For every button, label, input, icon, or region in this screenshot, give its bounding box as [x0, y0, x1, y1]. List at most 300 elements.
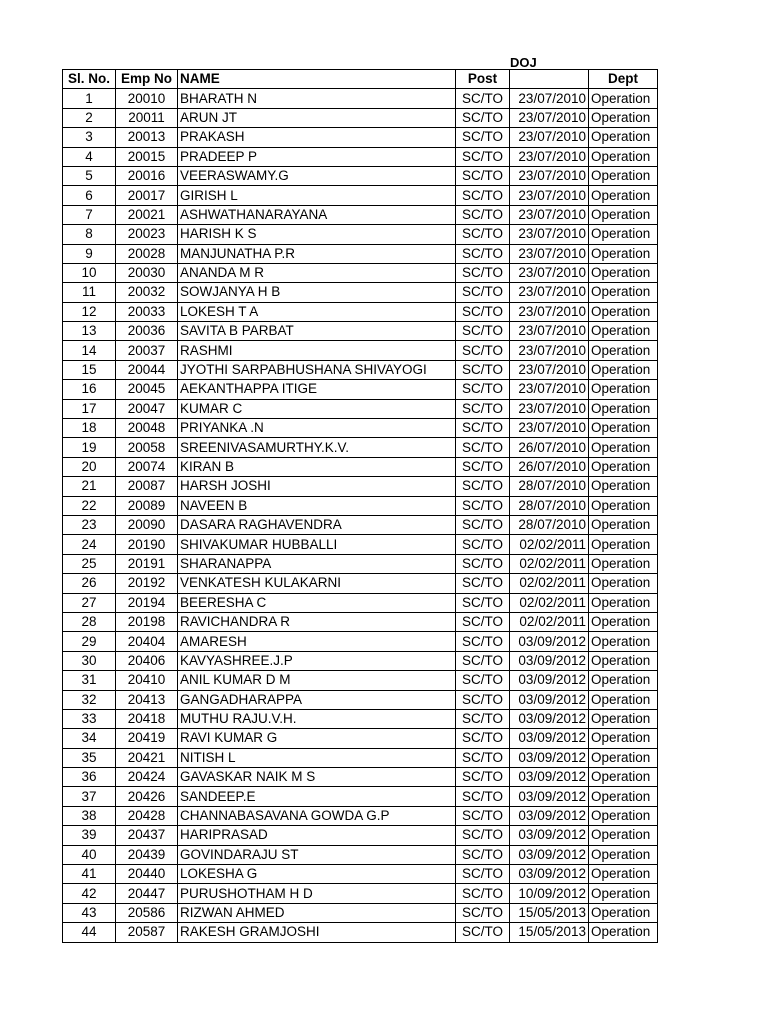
cell-name: AMARESH — [178, 632, 456, 651]
table-row — [63, 477, 658, 496]
cell-post: SC/TO — [456, 671, 510, 690]
cell-emp-no: 20048 — [116, 419, 178, 438]
cell-post: SC/TO — [456, 244, 510, 263]
cell-doj: 03/09/2012 — [510, 651, 589, 670]
cell-emp-no: 20421 — [116, 748, 178, 767]
cell-name: SHARANAPPA — [178, 554, 456, 573]
cell-dept: Operation — [589, 457, 658, 476]
cell-emp-no: 20191 — [116, 554, 178, 573]
cell-sl-no: 15 — [63, 360, 116, 379]
cell-doj: 02/02/2011 — [510, 554, 589, 573]
table-row — [63, 612, 658, 631]
cell-dept: Operation — [589, 748, 658, 767]
cell-dept: Operation — [589, 205, 658, 224]
cell-sl-no: 10 — [63, 263, 116, 282]
cell-dept: Operation — [589, 923, 658, 942]
cell-sl-no: 24 — [63, 535, 116, 554]
table-row — [63, 651, 658, 670]
cell-name: VEERASWAMY.G — [178, 166, 456, 185]
cell-post: SC/TO — [456, 283, 510, 302]
table-row — [63, 787, 658, 806]
cell-dept: Operation — [589, 341, 658, 360]
table-row — [63, 283, 658, 302]
cell-post: SC/TO — [456, 263, 510, 282]
cell-sl-no: 16 — [63, 380, 116, 399]
cell-doj: 03/09/2012 — [510, 632, 589, 651]
cell-name: RAKESH GRAMJOSHI — [178, 923, 456, 942]
table-row — [63, 496, 658, 515]
cell-post: SC/TO — [456, 923, 510, 942]
doj-column-label: DOJ — [510, 55, 537, 70]
cell-sl-no: 2 — [63, 108, 116, 127]
cell-name: RIZWAN AHMED — [178, 903, 456, 922]
table-row — [63, 360, 658, 379]
header-name: NAME — [178, 70, 456, 89]
table-row — [63, 903, 658, 922]
cell-post: SC/TO — [456, 477, 510, 496]
cell-sl-no: 25 — [63, 554, 116, 573]
table-row — [63, 205, 658, 224]
cell-doj: 28/07/2010 — [510, 515, 589, 534]
cell-sl-no: 42 — [63, 884, 116, 903]
header-post: Post — [456, 70, 510, 89]
cell-post: SC/TO — [456, 419, 510, 438]
cell-doj: 28/07/2010 — [510, 477, 589, 496]
cell-dept: Operation — [589, 360, 658, 379]
cell-sl-no: 8 — [63, 225, 116, 244]
table-row — [63, 826, 658, 845]
table-row — [63, 865, 658, 884]
cell-name: PRAKASH — [178, 128, 456, 147]
cell-emp-no: 20032 — [116, 283, 178, 302]
cell-sl-no: 26 — [63, 574, 116, 593]
table-row — [63, 322, 658, 341]
cell-post: SC/TO — [456, 302, 510, 321]
cell-name: CHANNABASAVANA GOWDA G.P — [178, 806, 456, 825]
cell-doj: 02/02/2011 — [510, 593, 589, 612]
cell-name: GOVINDARAJU ST — [178, 845, 456, 864]
cell-dept: Operation — [589, 884, 658, 903]
cell-emp-no: 20030 — [116, 263, 178, 282]
table-row — [63, 108, 658, 127]
cell-sl-no: 4 — [63, 147, 116, 166]
cell-post: SC/TO — [456, 632, 510, 651]
table-row — [63, 593, 658, 612]
cell-doj: 26/07/2010 — [510, 438, 589, 457]
cell-doj: 03/09/2012 — [510, 845, 589, 864]
cell-doj: 03/09/2012 — [510, 787, 589, 806]
cell-post: SC/TO — [456, 166, 510, 185]
cell-name: NAVEEN B — [178, 496, 456, 515]
cell-emp-no: 20011 — [116, 108, 178, 127]
cell-emp-no: 20033 — [116, 302, 178, 321]
cell-sl-no: 19 — [63, 438, 116, 457]
cell-dept: Operation — [589, 574, 658, 593]
cell-sl-no: 35 — [63, 748, 116, 767]
cell-doj: 23/07/2010 — [510, 419, 589, 438]
cell-emp-no: 20418 — [116, 709, 178, 728]
cell-doj: 26/07/2010 — [510, 457, 589, 476]
cell-dept: Operation — [589, 496, 658, 515]
cell-sl-no: 37 — [63, 787, 116, 806]
cell-doj: 23/07/2010 — [510, 108, 589, 127]
cell-doj: 23/07/2010 — [510, 147, 589, 166]
cell-sl-no: 18 — [63, 419, 116, 438]
table-row — [63, 806, 658, 825]
cell-doj: 23/07/2010 — [510, 360, 589, 379]
cell-emp-no: 20016 — [116, 166, 178, 185]
cell-sl-no: 20 — [63, 457, 116, 476]
cell-dept: Operation — [589, 477, 658, 496]
cell-emp-no: 20413 — [116, 690, 178, 709]
cell-dept: Operation — [589, 322, 658, 341]
cell-dept: Operation — [589, 612, 658, 631]
cell-post: SC/TO — [456, 806, 510, 825]
cell-sl-no: 34 — [63, 729, 116, 748]
cell-doj: 03/09/2012 — [510, 690, 589, 709]
cell-sl-no: 38 — [63, 806, 116, 825]
cell-dept: Operation — [589, 903, 658, 922]
cell-emp-no: 20428 — [116, 806, 178, 825]
cell-name: SREENIVASAMURTHY.K.V. — [178, 438, 456, 457]
cell-emp-no: 20036 — [116, 322, 178, 341]
cell-dept: Operation — [589, 147, 658, 166]
header-doj — [510, 70, 589, 89]
table-row — [63, 186, 658, 205]
cell-name: PRADEEP P — [178, 147, 456, 166]
cell-emp-no: 20047 — [116, 399, 178, 418]
cell-sl-no: 1 — [63, 89, 116, 108]
table-row — [63, 438, 658, 457]
cell-sl-no: 6 — [63, 186, 116, 205]
cell-name: MUTHU RAJU.V.H. — [178, 709, 456, 728]
cell-name: GIRISH L — [178, 186, 456, 205]
cell-name: RAVI KUMAR G — [178, 729, 456, 748]
cell-post: SC/TO — [456, 341, 510, 360]
cell-dept: Operation — [589, 651, 658, 670]
cell-dept: Operation — [589, 515, 658, 534]
cell-emp-no: 20044 — [116, 360, 178, 379]
cell-dept: Operation — [589, 535, 658, 554]
cell-post: SC/TO — [456, 884, 510, 903]
cell-doj: 03/09/2012 — [510, 826, 589, 845]
cell-name: ANIL KUMAR D M — [178, 671, 456, 690]
cell-name: SAVITA B PARBAT — [178, 322, 456, 341]
cell-dept: Operation — [589, 186, 658, 205]
cell-sl-no: 11 — [63, 283, 116, 302]
cell-doj: 02/02/2011 — [510, 535, 589, 554]
cell-post: SC/TO — [456, 612, 510, 631]
cell-emp-no: 20587 — [116, 923, 178, 942]
cell-doj: 23/07/2010 — [510, 89, 589, 108]
cell-sl-no: 44 — [63, 923, 116, 942]
cell-sl-no: 41 — [63, 865, 116, 884]
header-emp-no: Emp No — [116, 70, 178, 89]
cell-post: SC/TO — [456, 457, 510, 476]
cell-post: SC/TO — [456, 128, 510, 147]
cell-name: JYOTHI SARPABHUSHANA SHIVAYOGI — [178, 360, 456, 379]
cell-name: HARIPRASAD — [178, 826, 456, 845]
cell-doj: 23/07/2010 — [510, 380, 589, 399]
cell-post: SC/TO — [456, 845, 510, 864]
cell-post: SC/TO — [456, 438, 510, 457]
cell-name: SHIVAKUMAR HUBBALLI — [178, 535, 456, 554]
cell-emp-no: 20410 — [116, 671, 178, 690]
cell-post: SC/TO — [456, 515, 510, 534]
table-row — [63, 515, 658, 534]
table-row — [63, 166, 658, 185]
cell-sl-no: 39 — [63, 826, 116, 845]
cell-dept: Operation — [589, 806, 658, 825]
cell-emp-no: 20028 — [116, 244, 178, 263]
cell-doj: 23/07/2010 — [510, 263, 589, 282]
cell-sl-no: 29 — [63, 632, 116, 651]
cell-doj: 23/07/2010 — [510, 341, 589, 360]
cell-dept: Operation — [589, 845, 658, 864]
table-row — [63, 399, 658, 418]
cell-dept: Operation — [589, 380, 658, 399]
cell-post: SC/TO — [456, 399, 510, 418]
table-row — [63, 709, 658, 728]
table-row — [63, 748, 658, 767]
cell-dept: Operation — [589, 729, 658, 748]
cell-post: SC/TO — [456, 748, 510, 767]
cell-emp-no: 20190 — [116, 535, 178, 554]
cell-doj: 23/07/2010 — [510, 186, 589, 205]
table-row — [63, 147, 658, 166]
cell-name: RAVICHANDRA R — [178, 612, 456, 631]
cell-sl-no: 36 — [63, 768, 116, 787]
cell-emp-no: 20426 — [116, 787, 178, 806]
cell-sl-no: 22 — [63, 496, 116, 515]
table-row — [63, 768, 658, 787]
cell-name: HARISH K S — [178, 225, 456, 244]
cell-dept: Operation — [589, 865, 658, 884]
cell-name: LOKESH T A — [178, 302, 456, 321]
cell-emp-no: 20447 — [116, 884, 178, 903]
table-row — [63, 89, 658, 108]
cell-doj: 23/07/2010 — [510, 166, 589, 185]
cell-sl-no: 28 — [63, 612, 116, 631]
cell-doj: 03/09/2012 — [510, 806, 589, 825]
cell-sl-no: 27 — [63, 593, 116, 612]
cell-sl-no: 32 — [63, 690, 116, 709]
table-row — [63, 380, 658, 399]
cell-dept: Operation — [589, 225, 658, 244]
cell-doj: 03/09/2012 — [510, 671, 589, 690]
cell-emp-no: 20419 — [116, 729, 178, 748]
cell-emp-no: 20058 — [116, 438, 178, 457]
cell-name: BHARATH N — [178, 89, 456, 108]
cell-doj: 02/02/2011 — [510, 612, 589, 631]
cell-emp-no: 20440 — [116, 865, 178, 884]
cell-emp-no: 20089 — [116, 496, 178, 515]
cell-sl-no: 12 — [63, 302, 116, 321]
cell-emp-no: 20198 — [116, 612, 178, 631]
cell-post: SC/TO — [456, 360, 510, 379]
cell-doj: 23/07/2010 — [510, 225, 589, 244]
table-row — [63, 128, 658, 147]
cell-doj: 23/07/2010 — [510, 205, 589, 224]
cell-sl-no: 7 — [63, 205, 116, 224]
table-row — [63, 690, 658, 709]
cell-emp-no: 20013 — [116, 128, 178, 147]
cell-post: SC/TO — [456, 865, 510, 884]
cell-name: ANANDA M R — [178, 263, 456, 282]
table-row — [63, 535, 658, 554]
table-row — [63, 632, 658, 651]
cell-sl-no: 33 — [63, 709, 116, 728]
cell-doj: 03/09/2012 — [510, 748, 589, 767]
cell-emp-no: 20406 — [116, 651, 178, 670]
cell-doj: 03/09/2012 — [510, 865, 589, 884]
cell-doj: 15/05/2013 — [510, 923, 589, 942]
cell-dept: Operation — [589, 419, 658, 438]
table-row — [63, 845, 658, 864]
cell-dept: Operation — [589, 244, 658, 263]
cell-post: SC/TO — [456, 690, 510, 709]
cell-emp-no: 20424 — [116, 768, 178, 787]
cell-sl-no: 5 — [63, 166, 116, 185]
cell-name: DASARA RAGHAVENDRA — [178, 515, 456, 534]
table-row — [63, 923, 658, 942]
cell-dept: Operation — [589, 438, 658, 457]
cell-sl-no: 30 — [63, 651, 116, 670]
cell-post: SC/TO — [456, 651, 510, 670]
cell-post: SC/TO — [456, 535, 510, 554]
table-row — [63, 302, 658, 321]
cell-sl-no: 40 — [63, 845, 116, 864]
cell-sl-no: 31 — [63, 671, 116, 690]
table-row — [63, 225, 658, 244]
cell-emp-no: 20045 — [116, 380, 178, 399]
table-row — [63, 574, 658, 593]
cell-post: SC/TO — [456, 729, 510, 748]
cell-emp-no: 20087 — [116, 477, 178, 496]
cell-post: SC/TO — [456, 380, 510, 399]
cell-name: KIRAN B — [178, 457, 456, 476]
cell-name: ASHWATHANARAYANA — [178, 205, 456, 224]
table-row — [63, 671, 658, 690]
header-sl-no: Sl. No. — [63, 70, 116, 89]
cell-dept: Operation — [589, 89, 658, 108]
cell-post: SC/TO — [456, 496, 510, 515]
header-row — [63, 70, 658, 89]
cell-dept: Operation — [589, 283, 658, 302]
cell-dept: Operation — [589, 166, 658, 185]
cell-doj: 23/07/2010 — [510, 283, 589, 302]
cell-name: AEKANTHAPPA ITIGE — [178, 380, 456, 399]
cell-dept: Operation — [589, 399, 658, 418]
cell-post: SC/TO — [456, 826, 510, 845]
cell-emp-no: 20439 — [116, 845, 178, 864]
cell-emp-no: 20015 — [116, 147, 178, 166]
cell-doj: 28/07/2010 — [510, 496, 589, 515]
cell-dept: Operation — [589, 671, 658, 690]
cell-dept: Operation — [589, 768, 658, 787]
cell-doj: 15/05/2013 — [510, 903, 589, 922]
cell-sl-no: 23 — [63, 515, 116, 534]
cell-dept: Operation — [589, 632, 658, 651]
cell-post: SC/TO — [456, 574, 510, 593]
cell-dept: Operation — [589, 108, 658, 127]
cell-post: SC/TO — [456, 322, 510, 341]
cell-post: SC/TO — [456, 186, 510, 205]
cell-emp-no: 20037 — [116, 341, 178, 360]
cell-emp-no: 20021 — [116, 205, 178, 224]
cell-post: SC/TO — [456, 205, 510, 224]
table-row — [63, 457, 658, 476]
cell-sl-no: 17 — [63, 399, 116, 418]
cell-dept: Operation — [589, 826, 658, 845]
cell-emp-no: 20023 — [116, 225, 178, 244]
cell-dept: Operation — [589, 554, 658, 573]
cell-doj: 02/02/2011 — [510, 574, 589, 593]
cell-sl-no: 14 — [63, 341, 116, 360]
cell-doj: 23/07/2010 — [510, 322, 589, 341]
cell-doj: 23/07/2010 — [510, 399, 589, 418]
cell-dept: Operation — [589, 302, 658, 321]
cell-emp-no: 20090 — [116, 515, 178, 534]
cell-emp-no: 20192 — [116, 574, 178, 593]
table-row — [63, 244, 658, 263]
cell-emp-no: 20586 — [116, 903, 178, 922]
cell-dept: Operation — [589, 128, 658, 147]
cell-dept: Operation — [589, 690, 658, 709]
table-row — [63, 263, 658, 282]
cell-sl-no: 21 — [63, 477, 116, 496]
cell-doj: 03/09/2012 — [510, 729, 589, 748]
cell-name: GANGADHARAPPA — [178, 690, 456, 709]
cell-name: BEERESHA C — [178, 593, 456, 612]
employee-table — [62, 69, 658, 943]
cell-emp-no: 20017 — [116, 186, 178, 205]
cell-name: PRIYANKA .N — [178, 419, 456, 438]
cell-post: SC/TO — [456, 903, 510, 922]
cell-name: SANDEEP.E — [178, 787, 456, 806]
cell-post: SC/TO — [456, 787, 510, 806]
cell-doj: 23/07/2010 — [510, 128, 589, 147]
cell-name: MANJUNATHA P.R — [178, 244, 456, 263]
cell-post: SC/TO — [456, 147, 510, 166]
cell-doj: 10/09/2012 — [510, 884, 589, 903]
cell-dept: Operation — [589, 787, 658, 806]
cell-sl-no: 3 — [63, 128, 116, 147]
cell-doj: 23/07/2010 — [510, 302, 589, 321]
cell-doj: 23/07/2010 — [510, 244, 589, 263]
cell-emp-no: 20010 — [116, 89, 178, 108]
cell-post: SC/TO — [456, 225, 510, 244]
header-dept: Dept — [589, 70, 658, 89]
cell-name: HARSH JOSHI — [178, 477, 456, 496]
cell-post: SC/TO — [456, 593, 510, 612]
cell-name: LOKESHA G — [178, 865, 456, 884]
cell-post: SC/TO — [456, 89, 510, 108]
cell-dept: Operation — [589, 263, 658, 282]
cell-name: GAVASKAR NAIK M S — [178, 768, 456, 787]
cell-emp-no: 20194 — [116, 593, 178, 612]
cell-emp-no: 20404 — [116, 632, 178, 651]
cell-name: PURUSHOTHAM H D — [178, 884, 456, 903]
cell-emp-no: 20437 — [116, 826, 178, 845]
cell-doj: 03/09/2012 — [510, 709, 589, 728]
cell-emp-no: 20074 — [116, 457, 178, 476]
cell-doj: 03/09/2012 — [510, 768, 589, 787]
cell-post: SC/TO — [456, 108, 510, 127]
table-row — [63, 729, 658, 748]
table-row — [63, 419, 658, 438]
cell-post: SC/TO — [456, 554, 510, 573]
